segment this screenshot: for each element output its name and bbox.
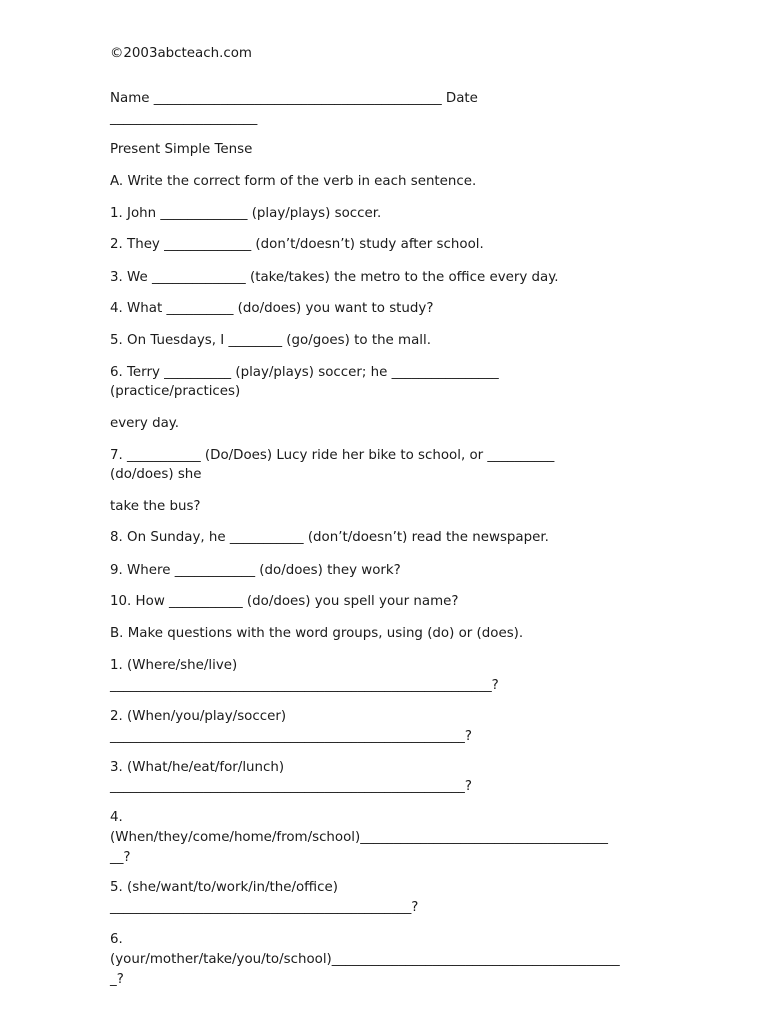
date-blank: ______________________: [110, 111, 258, 126]
section-a-item-2: 2. They _____________ (don’t/doesn’t) study after school.: [110, 237, 484, 252]
section-a-item-1: 1. John _____________ (play/plays) soccer.: [110, 206, 382, 221]
section-b-item-1-blank: _________________________________________________________?: [110, 678, 499, 693]
copyright-notice: ©2003abcteach.com: [110, 46, 252, 61]
section-a-item-10: 10. How ___________ (do/does) you spell your name?: [110, 594, 459, 609]
section-a-instruction: A. Write the correct form of the verb in each sentence.: [110, 174, 477, 189]
section-a-item-7-line-3: take the bus?: [110, 499, 201, 514]
section-a-item-6-line-3: every day.: [110, 416, 180, 431]
section-a-item-3: 3. We ______________ (take/takes) the metro to the office every day.: [110, 270, 559, 285]
section-a-item-4: 4. What __________ (do/does) you want to study?: [110, 301, 434, 316]
section-a-item-6-line-1: 6. Terry __________ (play/plays) soccer; he ________________: [110, 365, 499, 380]
section-a-item-6-line-2: (practice/practices): [110, 384, 241, 399]
section-a-item-5: 5. On Tuesdays, I ________ (go/goes) to the mall.: [110, 333, 432, 348]
section-b-item-5-blank: _____________________________________________?: [110, 900, 419, 915]
section-b-item-6-line-1: 6.: [110, 932, 123, 947]
section-b-item-4-line-2: (When/they/come/home/from/school)_____________________________________: [110, 830, 608, 845]
section-a-item-7-line-2: (do/does) she: [110, 467, 202, 482]
section-a-item-7-line-1: 7. ___________ (Do/Does) Lucy ride her bike to school, or __________: [110, 448, 555, 463]
worksheet-title: Present Simple Tense: [110, 142, 253, 157]
section-b-item-4-line-3: __?: [110, 850, 131, 865]
section-a-item-8: 8. On Sunday, he ___________ (don’t/doesn’t) read the newspaper.: [110, 530, 549, 545]
section-a-item-9: 9. Where ____________ (do/does) they work?: [110, 563, 401, 578]
section-b-item-2-blank: _____________________________________________________?: [110, 729, 472, 744]
section-b-item-3-prompt: 3. (What/he/eat/for/lunch): [110, 760, 285, 775]
section-b-item-4-line-1: 4.: [110, 810, 123, 825]
section-b-item-6-line-3: _?: [110, 972, 124, 987]
name-date-line: Name ___________________________________________ Date: [110, 91, 478, 106]
section-b-instruction: B. Make questions with the word groups, using (do) or (does).: [110, 626, 524, 641]
section-b-item-5-prompt: 5. (she/want/to/work/in/the/office): [110, 880, 338, 895]
section-b-item-6-line-2: (your/mother/take/you/to/school)___________________________________________: [110, 952, 620, 967]
section-b-item-3-blank: _____________________________________________________?: [110, 779, 472, 794]
section-b-item-2-prompt: 2. (When/you/play/soccer): [110, 709, 287, 724]
section-b-item-1-prompt: 1. (Where/she/live): [110, 658, 238, 673]
